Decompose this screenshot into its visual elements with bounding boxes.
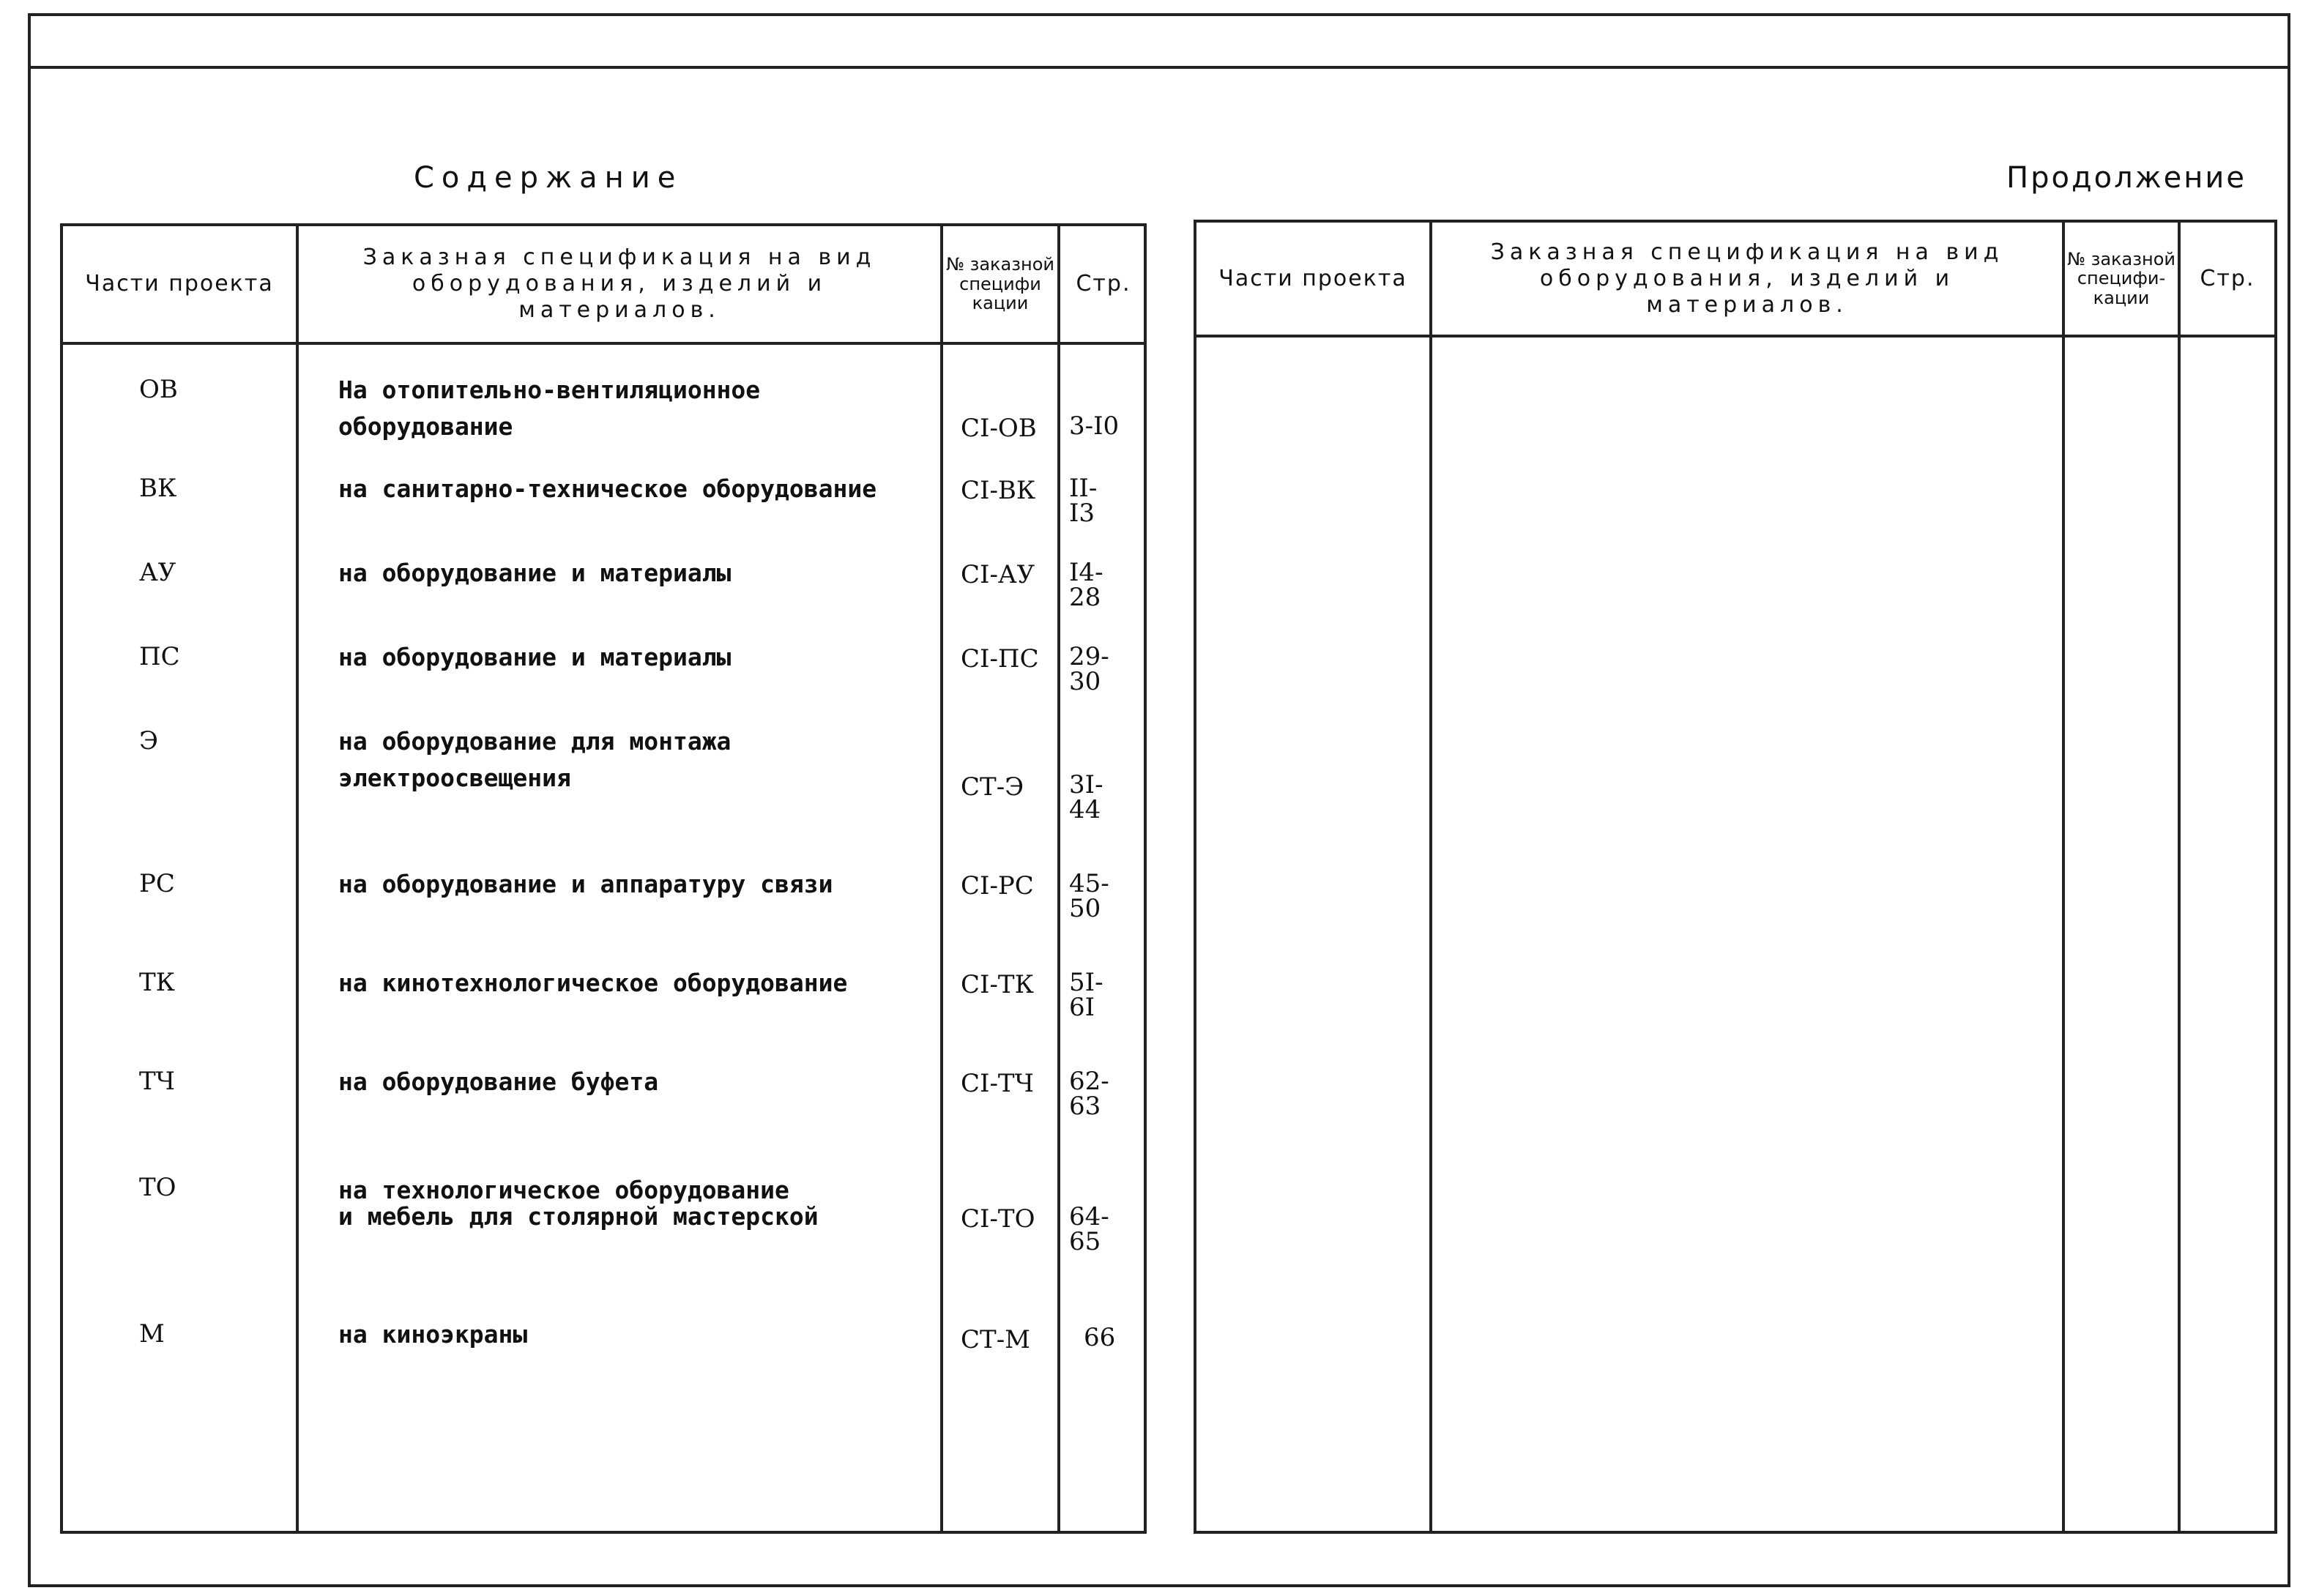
row-pages: 45- 50 [1069, 869, 1109, 923]
row-description: на оборудование и материалы [338, 559, 732, 587]
header-page: Стр. [1076, 271, 1131, 297]
continuation-table [1194, 220, 2277, 1534]
row-spec-number: CI-РС [961, 871, 1034, 900]
row-spec-number: CI-ОВ [961, 414, 1037, 443]
row-pages: 3I- 44 [1069, 770, 1103, 824]
top-frame-line [28, 66, 2290, 69]
col-divider [1057, 226, 1060, 1531]
row-spec-number: СТ-М [961, 1325, 1030, 1354]
col-divider [296, 226, 299, 1531]
header-page: Стр. [2200, 265, 2255, 291]
row-description: на оборудование и материалы [338, 643, 732, 671]
header-divider [63, 342, 1144, 345]
header-part: Части проекта [1218, 265, 1407, 291]
row-spec-number: CI-ТО [961, 1204, 1035, 1234]
header-spec: Заказная спецификация на вид оборудования, изделий и материалов. [362, 245, 876, 323]
row-spec-number: CI-ПС [961, 644, 1039, 674]
row-part-code: ТО [139, 1173, 176, 1202]
col-divider [940, 226, 943, 1531]
header-divider [1196, 335, 2274, 338]
header-part: Части проекта [85, 271, 274, 297]
row-description: на киноэкраны [338, 1320, 528, 1349]
row-spec-number: СТ-Э [961, 772, 1024, 802]
row-part-code: М [139, 1319, 165, 1349]
row-pages: 66 [1084, 1323, 1116, 1352]
row-part-code: АУ [139, 558, 176, 587]
row-part-code: Э [139, 726, 159, 756]
row-pages: 29- 30 [1069, 642, 1109, 696]
header-spec: Заказная спецификация на вид оборудования, изделий и материалов. [1490, 239, 2004, 318]
row-part-code: ТК [139, 968, 175, 997]
row-pages: I4- 28 [1069, 558, 1103, 612]
row-part-code: ТЧ [139, 1067, 175, 1096]
row-description: на оборудование и аппаратуру связи [338, 870, 833, 898]
row-description: на оборудование буфета [338, 1067, 659, 1096]
row-pages: 64- 65 [1069, 1202, 1109, 1256]
row-description: На отопительно-вентиляционное оборудование [338, 376, 761, 441]
header-number: № заказной специфи кации [946, 254, 1054, 314]
header-number: № заказной специфи- кации [2067, 248, 2175, 308]
row-pages: 3-I0 [1069, 411, 1120, 441]
col-divider [2178, 223, 2181, 1531]
continuation-title: Продолжение [2006, 161, 2247, 195]
col-divider [2062, 223, 2065, 1531]
row-part-code: ВК [139, 474, 177, 503]
col-divider [1429, 223, 1432, 1531]
row-description: на кинотехнологическое оборудование [338, 969, 848, 997]
row-spec-number: CI-АУ [961, 560, 1035, 589]
row-description: на технологическое оборудование и мебель для столярной мастерской [338, 1176, 819, 1231]
row-pages: 5I- 6I [1069, 968, 1103, 1022]
contents-title: Содержание [414, 161, 683, 195]
row-description: на санитарно-техническое оборудование [338, 474, 877, 503]
row-part-code: ОВ [139, 375, 178, 404]
row-part-code: ПС [139, 642, 180, 671]
row-pages: II- I3 [1069, 474, 1098, 528]
row-pages: 62- 63 [1069, 1067, 1109, 1121]
row-part-code: РС [139, 869, 175, 898]
row-description: на оборудование для монтажа электроосвещения [338, 727, 732, 792]
row-spec-number: CI-ВК [961, 476, 1036, 505]
row-spec-number: CI-ТЧ [961, 1069, 1034, 1098]
row-spec-number: CI-ТК [961, 970, 1034, 999]
